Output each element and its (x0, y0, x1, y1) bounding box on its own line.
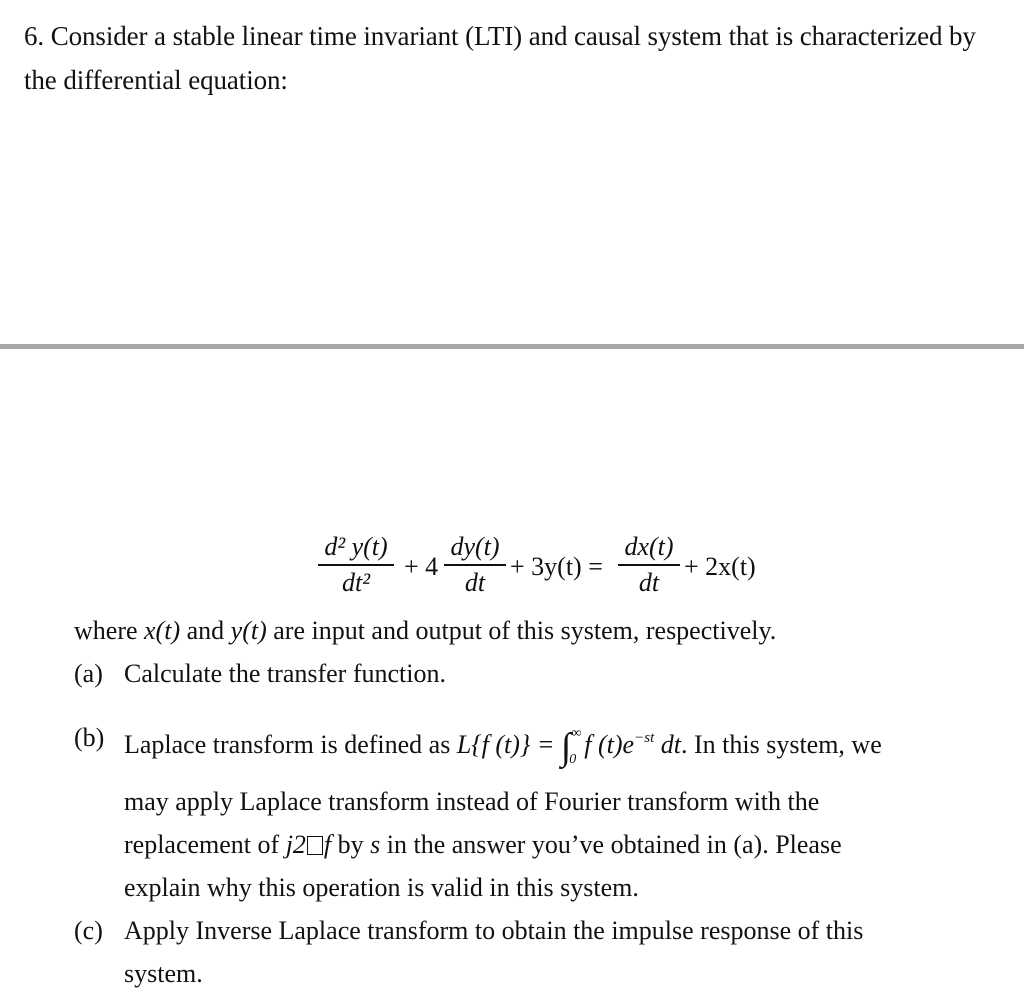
f-symbol: f (323, 830, 332, 859)
where-text-c: are input and output of this system, respectively. (266, 616, 777, 645)
part-a-text: Calculate the transfer function. (124, 659, 446, 688)
by-text: by (331, 830, 371, 859)
missing-glyph-box (307, 836, 323, 855)
fraction-input-derivative (618, 532, 680, 598)
where-text-b: and (180, 616, 231, 645)
differential-dt: dt (654, 730, 681, 759)
s-symbol: s (370, 830, 381, 859)
part-c-line2: system. (124, 959, 203, 988)
term4-denominator: dt (638, 567, 660, 597)
term4-numerator: dx(t) (624, 532, 674, 561)
term2-denominator: dt (464, 567, 486, 597)
j2-symbol: j2 (285, 830, 306, 859)
replacement-text: replacement of (124, 830, 286, 859)
term1-numerator: d² y(t) (324, 532, 388, 561)
integral-lower-limit: 0 (569, 752, 577, 767)
part-b-line4: explain why this operation is valid in this system. (124, 873, 639, 902)
part-a-label: (a) (74, 659, 103, 688)
part-b-line3-end: in the answer you’ve obtained in (a). Please (380, 830, 842, 859)
input-symbol: x(t) (144, 616, 181, 645)
output-symbol: y(t) (230, 616, 267, 645)
exponent: −st (634, 730, 655, 746)
fraction-bar (444, 564, 506, 566)
laplace-definition-text: Laplace transform is defined as (124, 730, 457, 759)
part-b-line3 (124, 828, 842, 862)
fraction-bar (618, 564, 680, 566)
part-b-line1-end: . In this system, we (680, 730, 882, 759)
fraction-first-derivative (444, 532, 506, 598)
integrand: f (t)e (584, 730, 635, 759)
part-c-label: (c) (74, 916, 103, 945)
part-b-line2: may apply Laplace transform instead of Fourier transform with the (124, 787, 820, 816)
part-b-label: (b) (74, 723, 105, 752)
term-2x: + 2x(t) (684, 552, 756, 581)
fraction-second-derivative (318, 532, 394, 598)
fraction-bar (318, 564, 394, 566)
where-statement (74, 614, 776, 648)
section-divider (0, 344, 1024, 349)
term2-numerator: dy(t) (450, 532, 500, 561)
term1-denominator: dt² (341, 567, 371, 597)
part-c-line1: Apply Inverse Laplace transform to obtain the impulse response of this (124, 916, 864, 945)
where-text-a: where (74, 616, 145, 645)
laplace-operator: L{f (t)} = (456, 730, 561, 759)
term-3y-equals: + 3y(t) = (510, 552, 603, 581)
part-b-line1 (124, 721, 882, 767)
integral-upper-limit: ∞ (571, 726, 582, 741)
coefficient-four: + 4 (404, 552, 439, 581)
integral-sign: ∫ (560, 726, 572, 768)
question-intro: 6. Consider a stable linear time invariant (LTI) and causal system that is characterized by the differential equation: (24, 21, 976, 95)
